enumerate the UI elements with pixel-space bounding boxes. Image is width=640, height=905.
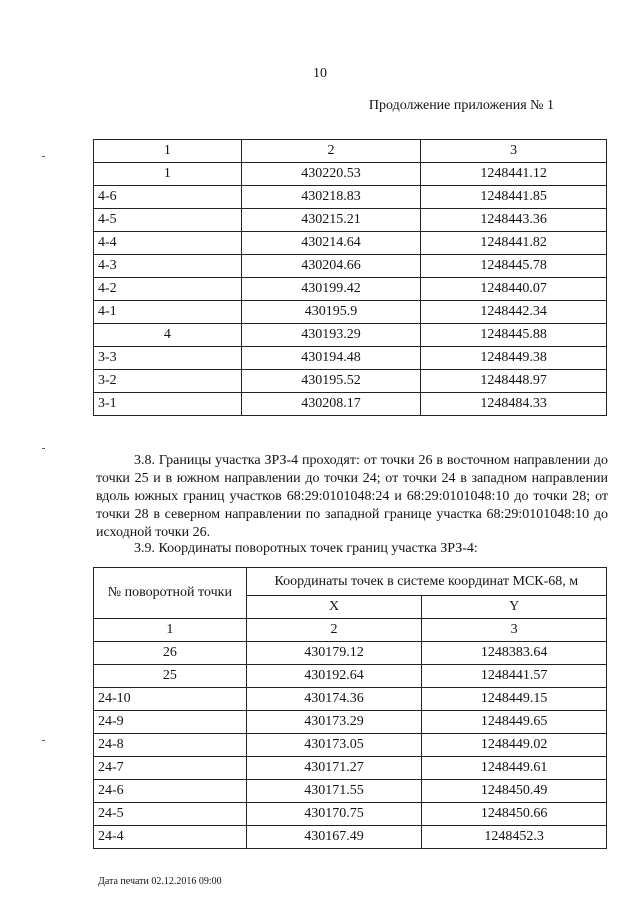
y-coordinate-cell: 1248448.97 — [421, 370, 607, 393]
table-row — [94, 642, 607, 665]
point-id-cell: 24-10 — [94, 688, 247, 711]
y-coordinate-cell: 1248449.15 — [422, 688, 607, 711]
y-coordinate-cell: 1248443.36 — [421, 209, 607, 232]
column-number: 3 — [422, 619, 607, 642]
table-row — [94, 163, 607, 186]
x-coordinate-cell: 430167.49 — [246, 826, 422, 849]
zrz4-coordinates-table — [93, 567, 607, 849]
margin-mark — [42, 448, 45, 449]
point-id-cell: 3-2 — [94, 370, 242, 393]
point-id-cell: 24-7 — [94, 757, 247, 780]
table-row — [94, 347, 607, 370]
x-coordinate-cell: 430214.64 — [241, 232, 421, 255]
table-row — [94, 324, 607, 347]
table-row — [94, 757, 607, 780]
y-coordinate-cell: 1248442.34 — [421, 301, 607, 324]
column-number: 1 — [94, 619, 247, 642]
column-number: 2 — [241, 140, 421, 163]
column-number: 1 — [94, 140, 242, 163]
table-row — [94, 370, 607, 393]
table-row — [94, 711, 607, 734]
x-coordinate-cell: 430179.12 — [246, 642, 422, 665]
table-row — [94, 393, 607, 416]
y-coordinate-cell: 1248441.57 — [422, 665, 607, 688]
margin-mark — [42, 156, 45, 157]
y-coordinate-cell: 1248383.64 — [422, 642, 607, 665]
y-coordinate-cell: 1248450.49 — [422, 780, 607, 803]
y-coordinate-cell: 1248445.88 — [421, 324, 607, 347]
header-coordinate-system: Координаты точек в системе координат МСК-68, м — [246, 568, 606, 596]
x-coordinate-cell: 430218.83 — [241, 186, 421, 209]
point-id-cell: 1 — [94, 163, 242, 186]
point-id-cell: 24-6 — [94, 780, 247, 803]
table-row — [94, 734, 607, 757]
header-x: X — [246, 596, 422, 619]
y-coordinate-cell: 1248449.38 — [421, 347, 607, 370]
x-coordinate-cell: 430171.27 — [246, 757, 422, 780]
x-coordinate-cell: 430174.36 — [246, 688, 422, 711]
x-coordinate-cell: 430220.53 — [241, 163, 421, 186]
column-number: 2 — [246, 619, 422, 642]
y-coordinate-cell: 1248449.65 — [422, 711, 607, 734]
table-row — [94, 278, 607, 301]
point-id-cell: 24-8 — [94, 734, 247, 757]
coordinates-table-continued — [93, 139, 607, 416]
table-header-row — [94, 568, 607, 596]
x-coordinate-cell: 430173.05 — [246, 734, 422, 757]
x-coordinate-cell: 430170.75 — [246, 803, 422, 826]
point-id-cell: 4-1 — [94, 301, 242, 324]
header-point-number: № поворотной точки — [94, 568, 247, 619]
margin-mark — [42, 740, 45, 741]
table-row — [94, 255, 607, 278]
point-id-cell: 4-4 — [94, 232, 242, 255]
point-id-cell: 24-9 — [94, 711, 247, 734]
y-coordinate-cell: 1248441.82 — [421, 232, 607, 255]
point-id-cell: 4-3 — [94, 255, 242, 278]
point-id-cell: 4-6 — [94, 186, 242, 209]
point-id-cell: 24-4 — [94, 826, 247, 849]
x-coordinate-cell: 430193.29 — [241, 324, 421, 347]
y-coordinate-cell: 1248441.12 — [421, 163, 607, 186]
x-coordinate-cell: 430208.17 — [241, 393, 421, 416]
table-row — [94, 186, 607, 209]
y-coordinate-cell: 1248452.3 — [422, 826, 607, 849]
point-id-cell: 25 — [94, 665, 247, 688]
x-coordinate-cell: 430194.48 — [241, 347, 421, 370]
table-numbering-row — [94, 619, 607, 642]
point-id-cell: 24-5 — [94, 803, 247, 826]
paragraph-3-9-title: 3.9. Координаты поворотных точек границ участка ЗРЗ-4: — [134, 541, 478, 556]
point-id-cell: 4-5 — [94, 209, 242, 232]
x-coordinate-cell: 430192.64 — [246, 665, 422, 688]
header-y: Y — [422, 596, 607, 619]
point-id-cell: 26 — [94, 642, 247, 665]
point-id-cell: 3-3 — [94, 347, 242, 370]
y-coordinate-cell: 1248441.85 — [421, 186, 607, 209]
table-row — [94, 780, 607, 803]
y-coordinate-cell: 1248449.02 — [422, 734, 607, 757]
point-id-cell: 4 — [94, 324, 242, 347]
page-number: 10 — [313, 66, 327, 81]
table-row — [94, 688, 607, 711]
x-coordinate-cell: 430171.55 — [246, 780, 422, 803]
appendix-continuation-note: Продолжение приложения № 1 — [368, 98, 554, 113]
table-header-row — [94, 140, 607, 163]
y-coordinate-cell: 1248450.66 — [422, 803, 607, 826]
table-row — [94, 301, 607, 324]
y-coordinate-cell: 1248440.07 — [421, 278, 607, 301]
y-coordinate-cell: 1248449.61 — [422, 757, 607, 780]
x-coordinate-cell: 430204.66 — [241, 255, 421, 278]
x-coordinate-cell: 430195.52 — [241, 370, 421, 393]
x-coordinate-cell: 430215.21 — [241, 209, 421, 232]
print-date: Дата печати 02.12.2016 09:00 — [98, 876, 222, 887]
point-id-cell: 4-2 — [94, 278, 242, 301]
y-coordinate-cell: 1248484.33 — [421, 393, 607, 416]
table-row — [94, 665, 607, 688]
paragraph-3-8-boundaries: 3.8. Границы участка ЗРЗ-4 проходят: от точки 26 в восточном направлении до точки 25 и в южном направлении до точки 24; от точки 24 в западном направлении вдоль южных границ участков 68:29:0101048:24 и 68:29:0101048:10 до точки 28; от точки 28 в северном направлении по западной границе участка 68:29:0101048:10 до исходной точки 26. — [96, 453, 608, 540]
point-id-cell: 3-1 — [94, 393, 242, 416]
column-number: 3 — [421, 140, 607, 163]
x-coordinate-cell: 430199.42 — [241, 278, 421, 301]
y-coordinate-cell: 1248445.78 — [421, 255, 607, 278]
table-row — [94, 232, 607, 255]
x-coordinate-cell: 430173.29 — [246, 711, 422, 734]
table-row — [94, 803, 607, 826]
x-coordinate-cell: 430195.9 — [241, 301, 421, 324]
table-row — [94, 209, 607, 232]
table-row — [94, 826, 607, 849]
